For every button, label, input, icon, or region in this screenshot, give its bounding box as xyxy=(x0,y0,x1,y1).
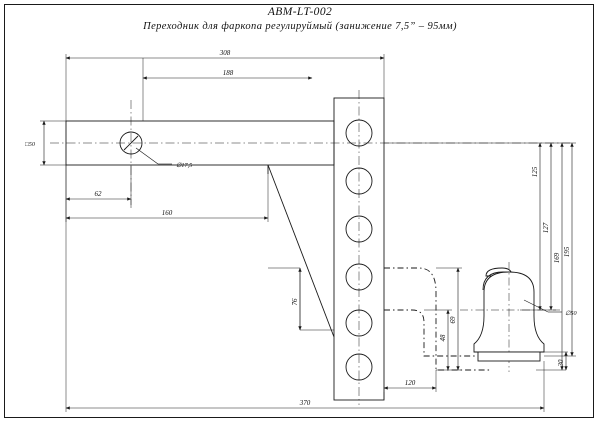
dim-69: 69 xyxy=(449,316,457,324)
part-code: ABM-LT-002 xyxy=(267,6,333,18)
dim-188: 188 xyxy=(222,69,234,77)
part-description: Переходник для фаркопа регулируймый (занижение 7,5” – 95мм) xyxy=(143,21,457,32)
dim-160: 160 xyxy=(161,209,173,217)
dim-ball-diameter: ∅50 xyxy=(565,310,577,317)
ball-base-plate xyxy=(478,352,540,361)
ball-mount-arm xyxy=(384,268,492,370)
dim-370: 370 xyxy=(299,399,311,407)
gusset-brace xyxy=(268,165,334,337)
dim-195: 195 xyxy=(563,246,571,258)
dim-125: 125 xyxy=(531,166,539,178)
dim-48: 48 xyxy=(439,334,447,342)
dim-127: 127 xyxy=(542,222,550,234)
dim-169: 169 xyxy=(553,252,561,264)
dim-hole-diameter: ∅17,5 xyxy=(176,162,193,169)
dim-120: 120 xyxy=(404,379,416,387)
dim-308: 308 xyxy=(219,49,231,57)
dim-square-50: □50 xyxy=(25,141,35,148)
dim-62: 62 xyxy=(94,190,102,198)
dim-30: 30 xyxy=(557,359,565,367)
dim-76: 76 xyxy=(291,298,299,306)
